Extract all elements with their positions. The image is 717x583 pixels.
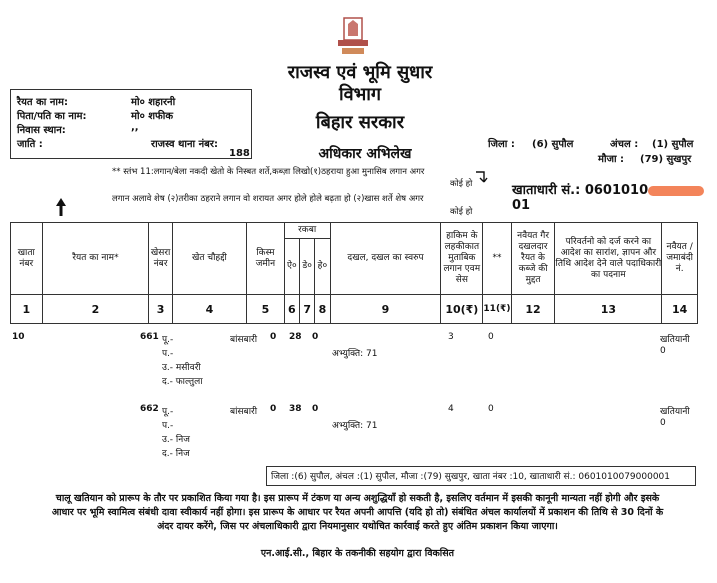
col-header-lagan: हाकिम के लहकीकात मुताबिक लगान एवम सेस: [441, 223, 483, 295]
col-header-dakhal: दखल, दखल का स्वरुप: [330, 223, 441, 295]
father-name-label: पिता/पति का नाम:: [17, 111, 87, 122]
caste-label: जाति :: [17, 139, 43, 150]
mauja-label: मौजा :: [598, 154, 625, 165]
col-number: 1: [11, 295, 43, 324]
boundary-east: पू.-: [162, 335, 174, 345]
record-title: अधिकार अभिलेख: [318, 146, 412, 162]
col-header-stars: **: [483, 223, 512, 295]
col-header-order: परिवर्तनो को दर्ज करने का आदेश का सारांश, ज्ञापन और तिथि आदेश देने वाले पदाधिकारी का पदनाम: [555, 223, 662, 295]
masked-number-region: [648, 186, 704, 196]
note-line-2: कोई हो: [450, 179, 473, 189]
col-number: 8: [315, 295, 330, 324]
nawaiyat-cell: खतियानी: [660, 335, 690, 345]
cess-cell: 0: [488, 332, 494, 342]
lagan-cell: 3: [448, 332, 454, 342]
rakba-a-cell: 0: [270, 332, 277, 342]
col-number: 5: [247, 295, 285, 324]
col-number: 10(₹): [441, 295, 483, 324]
note-line-3: लगान अलावे शेष (२)तरीका ठहराने लगान वो शरायत अगर होले होले बढ़ता हो (२)खास शर्ते शेष अगर: [112, 194, 424, 204]
col-header-raiyat: रैयत का नाम*: [42, 223, 149, 295]
jamabandi-cell: 0: [660, 346, 666, 356]
note-line-1: ** स्तंभ 11:लगान/बेला नकदी खेतो के निस्बत शर्ते,कब्ज़ा लिखो(१)ठहराया हुआ मुनासिब लगान अगर: [112, 167, 425, 177]
raiyat-info-box: [10, 89, 252, 159]
boundary-south: द.- निज: [162, 449, 190, 459]
col-header-jamabandi: नवैयत / जमाबंदी नं.: [662, 223, 698, 295]
col-header-rakba: रकबा: [284, 223, 330, 239]
kism-cell: बांसबारी: [230, 335, 258, 345]
bihar-emblem-icon: [330, 14, 376, 58]
col-header-h: हे०: [315, 239, 330, 295]
government-title: बिहार सरकार: [315, 112, 405, 133]
boundary-west: प.-: [162, 349, 174, 359]
thana-label: राजस्व थाना नंबर:: [151, 139, 218, 150]
record-table: [10, 222, 698, 324]
raiyat-name-value: मो० शहारनी: [131, 97, 176, 108]
footer-summary: जिला :(6) सुपौल, अंचल :(1) सुपौल, मौजा :(79) सुखपुर, खाता नंबर :10, खाताधारी सं.: 0601010079000001: [266, 466, 696, 486]
dakhal-cell: अभ्युक्ति: 71: [332, 349, 378, 359]
col-number: 12: [511, 295, 555, 324]
boundary-north: उ.- मसीवरी: [162, 363, 201, 373]
col-header-kism: किस्म जमीन: [247, 223, 285, 295]
residence-value: ,,: [131, 122, 139, 133]
kism-cell: बांसबारी: [230, 407, 258, 417]
raiyat-name-label: रैयत का नाम:: [17, 97, 68, 108]
lagan-cell: 4: [448, 404, 454, 414]
boundary-south: द.- फाल्तुला: [162, 377, 203, 387]
developer-credit: एन.आई.सी., बिहार के तकनीकी सहयोग द्वारा विकसित: [260, 548, 455, 559]
jamabandi-cell: 0: [660, 418, 666, 428]
residence-label: निवास स्थान:: [17, 125, 66, 136]
col-number: 11(₹): [483, 295, 512, 324]
col-header-khesra: खेसरा नंबर: [149, 223, 172, 295]
khesra-cell: 661: [140, 332, 159, 342]
boundary-north: उ.- निज: [162, 435, 190, 445]
khatadhari-number: खाताधारी सं.: 060101001: [512, 180, 717, 213]
district-label: जिला :: [488, 139, 515, 150]
department-title: राजस्व एवं भूमि सुधार विभाग: [287, 62, 433, 105]
boundary-west: प.-: [162, 421, 174, 431]
col-number: 13: [555, 295, 662, 324]
corner-arrow-icon: [474, 170, 488, 186]
col-number: 7: [300, 295, 315, 324]
col-number: 2: [42, 295, 149, 324]
nawaiyat-cell: खतियानी: [660, 407, 690, 417]
father-name-value: मो० शफीक: [131, 111, 174, 122]
anchal-label: अंचल :: [610, 139, 639, 150]
col-header-nawaiyat-gair: नवैयत गैर दखलदार रैयत के कब्जे की मुद्दत: [511, 223, 555, 295]
thana-value: 188: [229, 148, 250, 159]
district-value: (6) सुपौल: [532, 139, 574, 150]
disclaimer-text: चालू खतियान को प्रारूप के तौर पर प्रकाशित किया गया है। इस प्रारूप में टंकण या अन्य अशुद्धियाँ हो सकती है, इसलिए वर्तमान में इसकी कानूनी मान्यता नहीं होगी और इसके आधार पर भूमि स्वामित्व संबंधी दावा स्वीकार्य नहीं होगा। इस प्रारूप के आधार पर रैयत अपनी आपत्ति (यदि हो तो) संबंधित अंचल कार्यालयों में प्रकाशन की तिथि से 30 दिनों के अंदर दायर करेंगे, जिस पर अंचलाधिकारी द्वारा नियमानुसार यथोचित कार्रवाई करते हुए अंतिम प्रकाशन किया जाएगा।: [51, 493, 664, 532]
khesra-cell: 662: [140, 404, 159, 414]
col-header-boundary: खेत चौहद्दी: [172, 223, 246, 295]
boundary-east: पू.-: [162, 407, 174, 417]
mauja-value: (79) सुखपुर: [640, 154, 692, 165]
note-line-4: कोई हो: [450, 207, 473, 217]
col-number: 4: [172, 295, 246, 324]
col-header-khata: खाता नंबर: [11, 223, 43, 295]
dakhal-cell: अभ्युक्ति: 71: [332, 421, 378, 431]
col-header-d: डे०: [300, 239, 315, 295]
rakba-a-cell: 0: [270, 404, 277, 414]
col-number: 6: [284, 295, 299, 324]
col-number: 9: [330, 295, 441, 324]
rakba-h-cell: 0: [312, 332, 319, 342]
up-arrow-icon: [54, 196, 68, 218]
cess-cell: 0: [488, 404, 494, 414]
rakba-d-cell: 38: [289, 404, 302, 414]
col-header-a: ऐ०: [284, 239, 299, 295]
column-number-row: [11, 295, 698, 324]
rakba-d-cell: 28: [289, 332, 302, 342]
khata-number-cell: 10: [12, 332, 25, 342]
anchal-value: (1) सुपौल: [652, 139, 694, 150]
col-number: 14: [662, 295, 698, 324]
col-number: 3: [149, 295, 172, 324]
rakba-h-cell: 0: [312, 404, 319, 414]
